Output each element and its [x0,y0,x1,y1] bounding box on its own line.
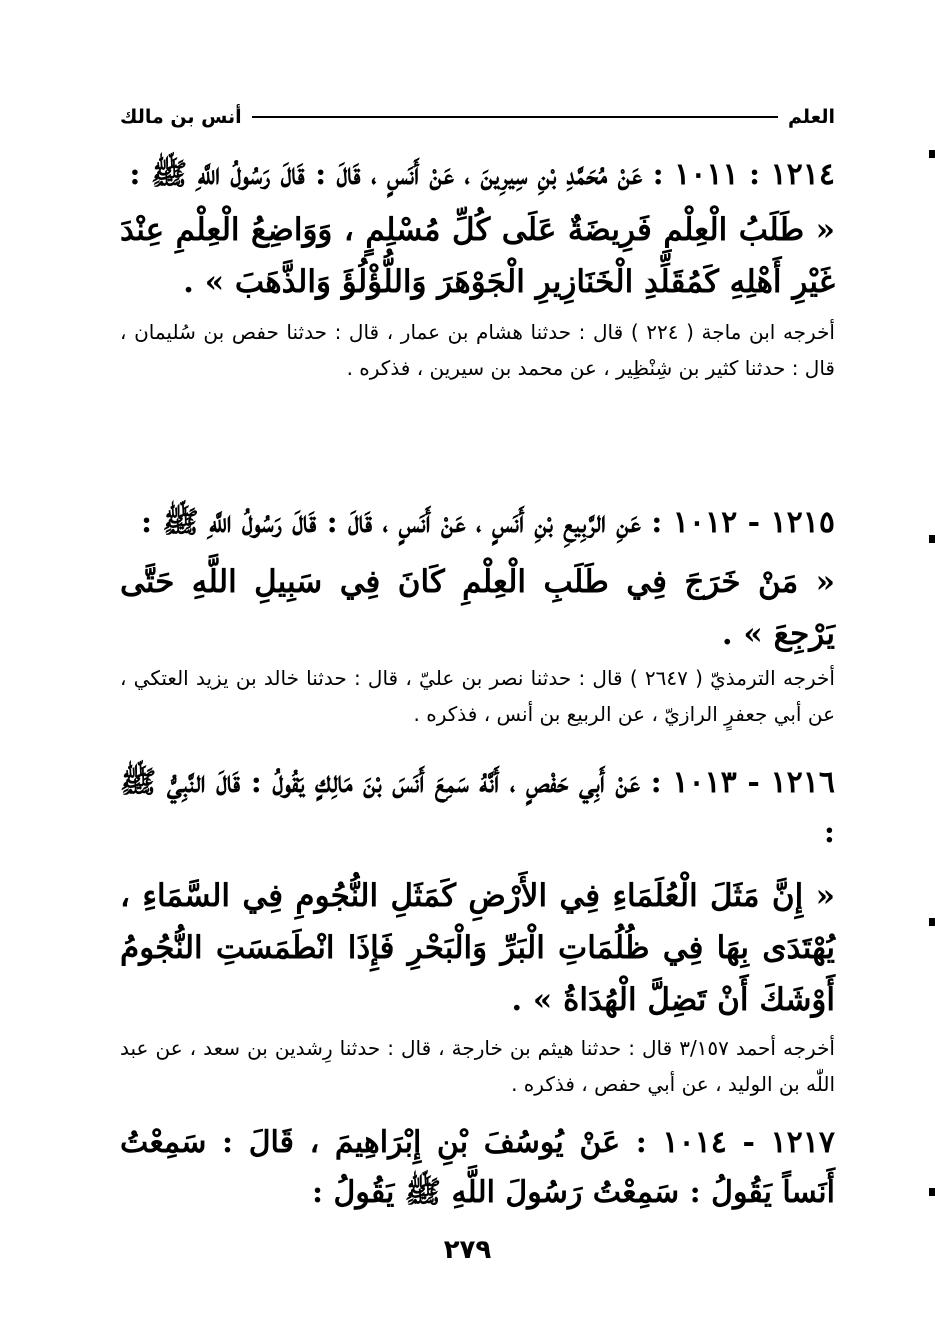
hadith-source: أخرجه ابن ماجة ( ٢٢٤ ) قال : حدثنا هشام بن عمار ، قال : حدثنا حفص بن سُليمان ، قال : حدثنا كثير بن شِنْظِير ، عن محمد بن سيرين ، فذكره . [120,320,835,380]
hadith-narration: ١٢١٦ - ١٠١٣ : عَنْ أَبِي حَفْصٍ ، أَنَّهُ سَمِعَ أَنَسَ بْنَ مَالِكٍ يَقُولُ : قَالَ النَّبِيُّ ﷺ : [120,765,835,850]
hadith-source: أخرجه الترمذيّ ( ٢٦٤٧ ) قال : حدثنا نصر بن عليّ ، قال : حدثنا خالد بن يزيد العتكي ، عن أبي جعفرٍ الرازيّ ، عن الربيع بن أنس ، فذكره . [120,666,835,726]
hadith-text: « طَلَبُ الْعِلْمِ فَرِيضَةٌ عَلَى كُلِّ مُسْلِمٍ ، وَوَاضِعُ الْعِلْمِ عِنْدَ غَيْرِ أَهْلِهِ كَمُقَلِّدِ الْخَنَازِيرِ الْجَوْهَرَ وَاللُّؤْلُؤَ وَالذَّهَبَ » . [120,212,835,300]
scan-edge-mark [929,1188,935,1196]
header-narrator-title: أنس بن مالك [120,106,242,128]
scan-edge-mark [929,150,935,158]
scan-edge-mark [929,535,935,543]
hadith-1217 [120,1118,835,1218]
hadith-text: « مَنْ خَرَجَ فِي طَلَبِ الْعِلْمِ كَانَ فِي سَبِيلِ اللَّهِ حَتَّى يَرْجِعَ » . [120,564,835,652]
hadith-narration: ١٢١٧ - ١٠١٤ : عَنْ يُوسُفَ بْنِ إِبْرَاهِيمَ ، قَالَ : سَمِعْتُ أَنَساً يَقُولُ : سَمِعْتُ رَسُولَ اللَّهِ ﷺ يَقُولُ : [120,1125,835,1210]
header-rule [252,116,778,118]
hadith-1215 [120,498,835,732]
hadith-source: أخرجه أحمد ٣/١٥٧ قال : حدثنا هيثم بن خارجة ، قال : حدثنا رِشدين بن سعد ، عن عبد اللّٰه بن الوليد ، عن أبي حفص ، فذكره . [120,1036,835,1096]
page-number: ٢٧٩ [443,1235,492,1265]
hadith-text: « إِنَّ مَثَلَ الْعُلَمَاءِ فِي الأَرْضِ كَمَثَلِ النُّجُومِ فِي السَّمَاءِ ، يُهْتَدَى بِهَا فِي ظُلُمَاتِ الْبَرِّ وَالْبَحْرِ فَإِذَا انْطَمَسَتِ النُّجُومُ أَوْشَكَ أَنْ تَضِلَّ الْهُدَاةُ » . [120,878,835,1018]
hadith-narration: ١٢١٥ - ١٠١٢ : عَنِ الرَّبِيعِ بْنِ أَنَسٍ ، عَنْ أَنَسٍ ، قَالَ : قَالَ رَسُولُ اللَّهِ ﷺ : [140,505,835,540]
header-chapter-title: العلم [787,106,835,128]
hadith-1214 [120,150,835,386]
scan-edge-mark [929,918,935,926]
running-header [120,100,835,134]
hadith-1216 [120,758,835,1102]
hadith-narration: ١٢١٤ : ١٠١١ : عَنْ مُحَمَّدِ بْنِ سِيرِينَ ، عَنْ أَنَسٍ ، قَالَ : قَالَ رَسُولُ اللَّهِ ﷺ : [129,157,835,192]
